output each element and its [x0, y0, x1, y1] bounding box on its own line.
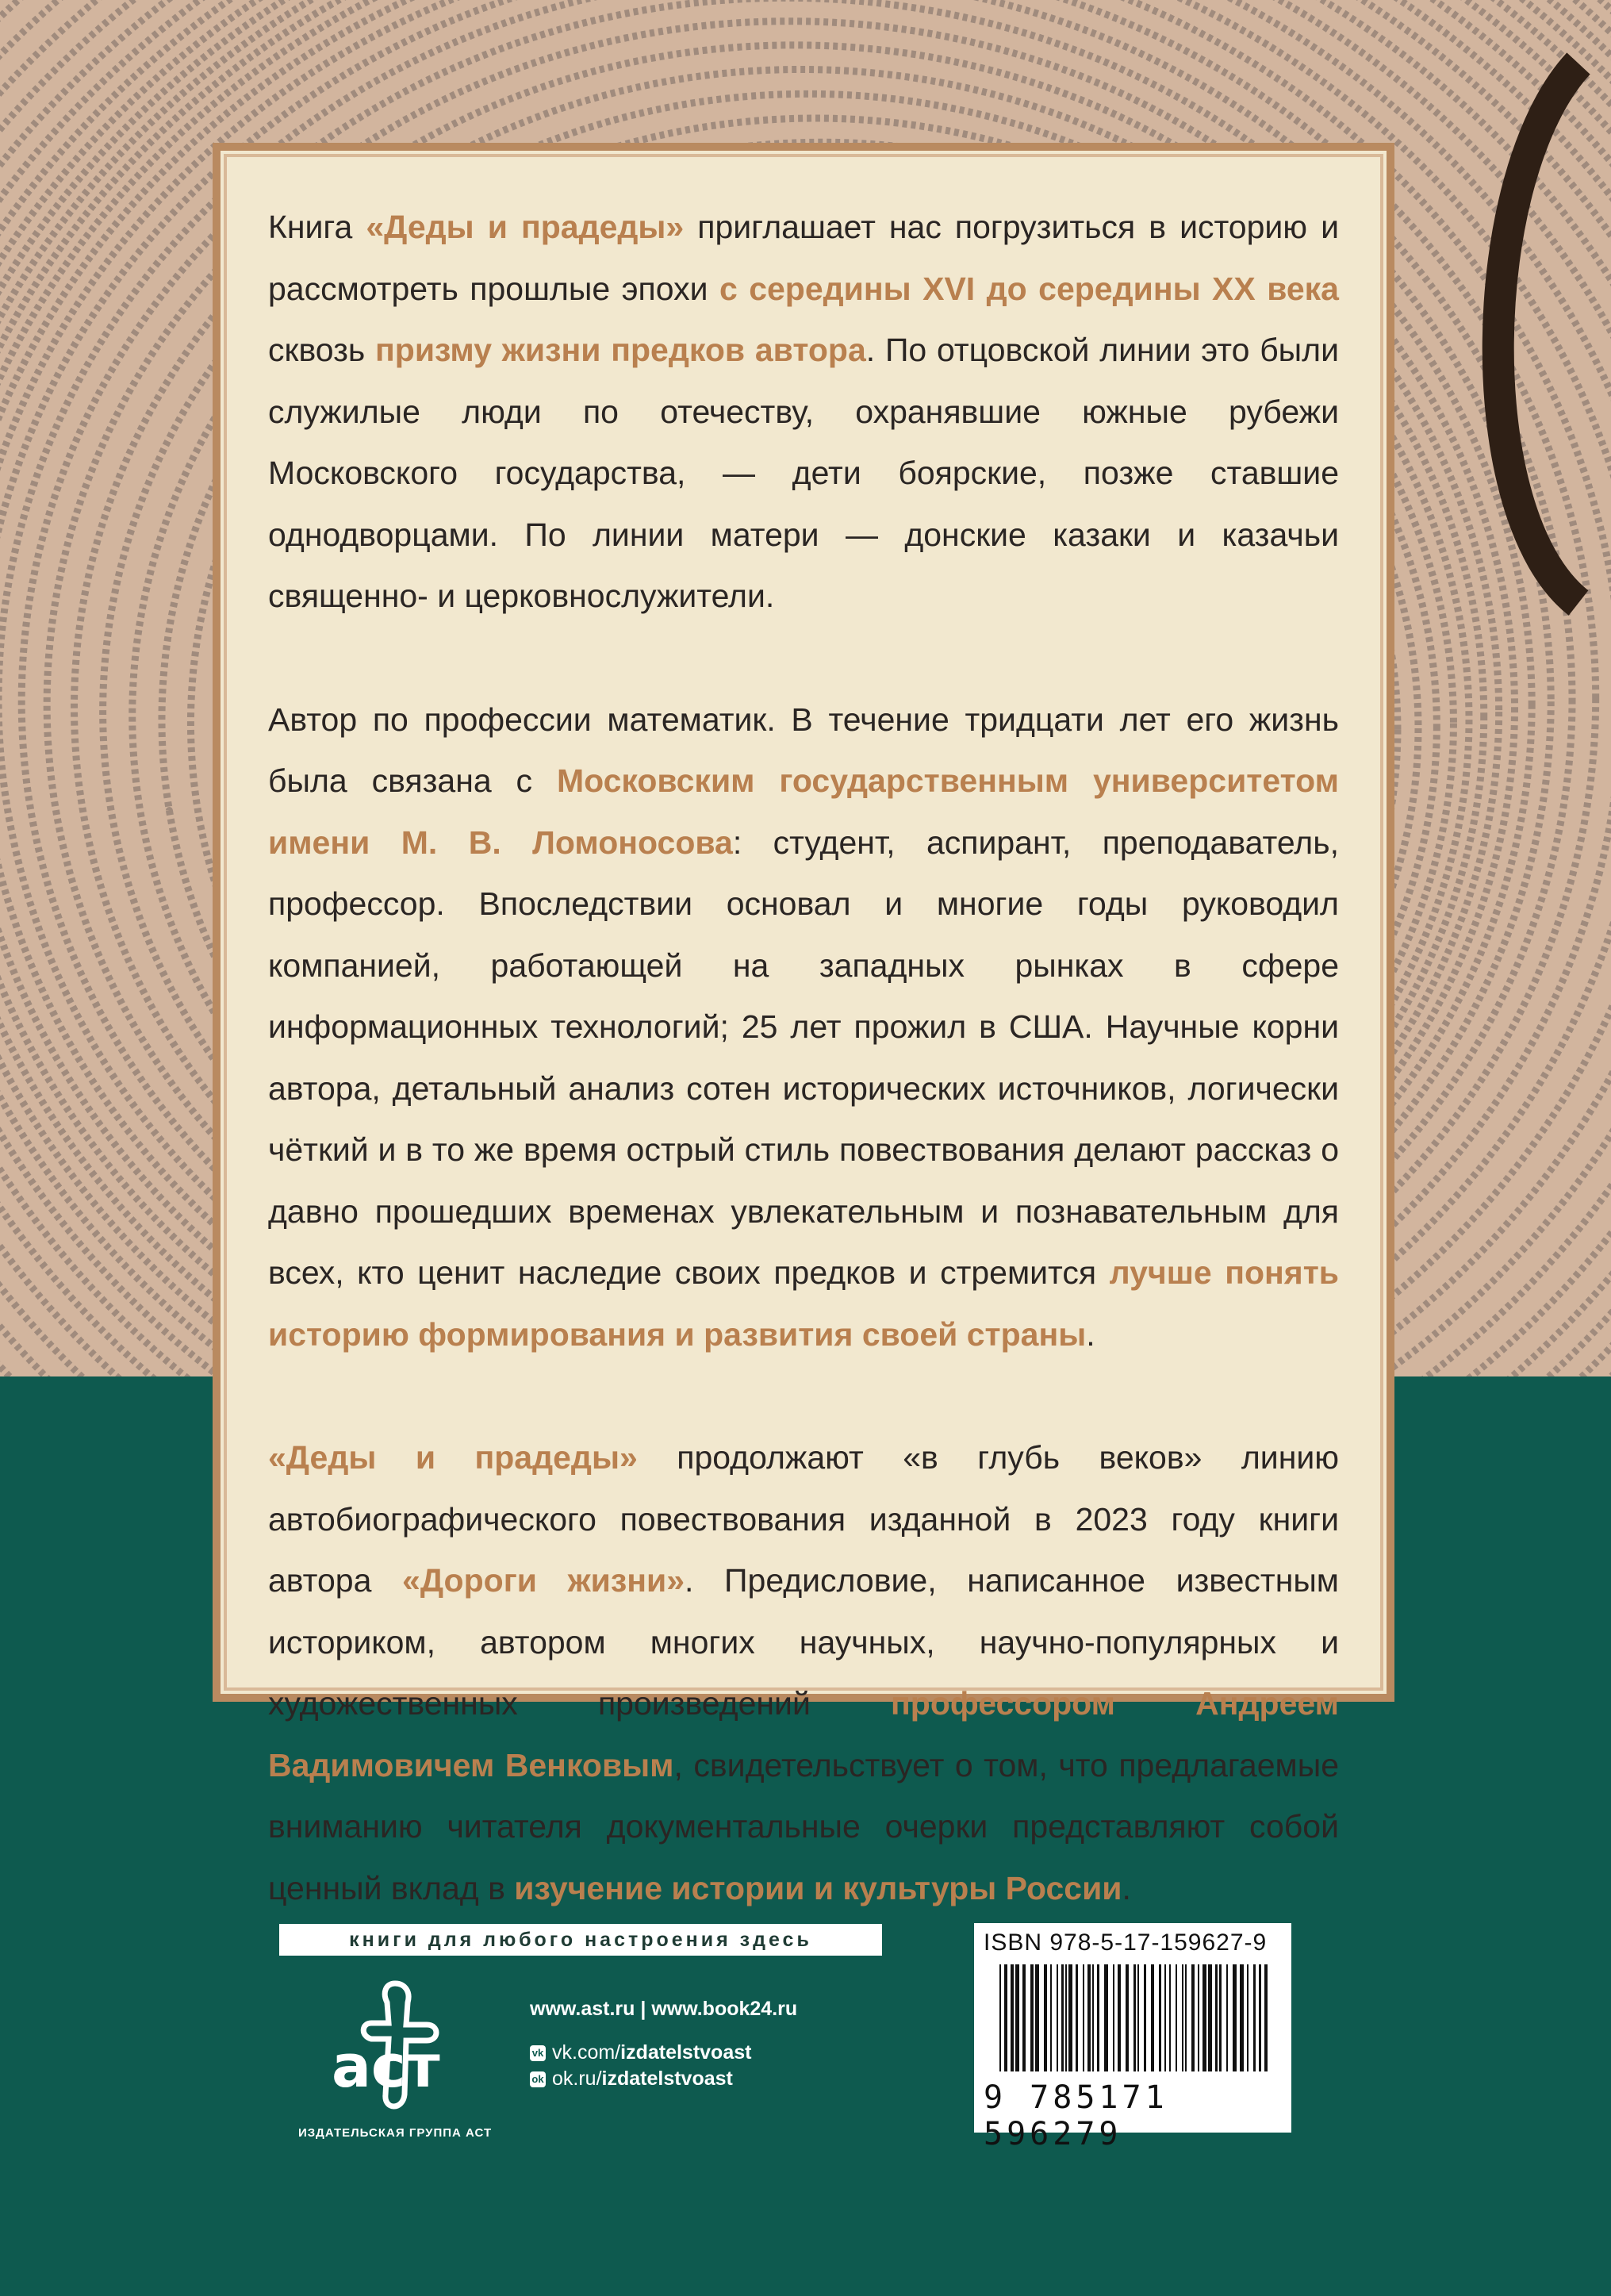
text-run: Автор по профессии математик. В течение тридцати лет его жизнь была связана с — [268, 701, 1339, 799]
vk-link[interactable] — [530, 2041, 797, 2064]
ok-icon: ok — [530, 2071, 546, 2087]
text-run: . — [1122, 1869, 1131, 1906]
text-run: : студент, аспирант, преподаватель, профессор. Впоследствии основал и многие годы руководил компанией, работающей на западных рынках в сфере информационных технологий; 25 лет прожил в США. Научные корни автора, детальный анализ сотен исторических источников, логически чёткий и в то же время острый стиль повествования делают рассказ о давно прошедших временах увлекательным и познавательным для всех, кто ценит наследие своих предков и стремится — [268, 824, 1339, 1291]
vk-handle: izdatelstvoast — [620, 2041, 752, 2064]
publisher-links — [530, 1998, 797, 2094]
ast-logo — [300, 1975, 490, 2134]
text-run: . По отцовской линии это были служилые люди по отечеству, охранявшие южные рубежи Московского государства, — дети боярские, позже ставшие однодворцами. По линии матери — донские казаки и казачьи священно- и церковнослужители. — [268, 332, 1339, 614]
ok-link[interactable] — [530, 2068, 797, 2091]
text-run: сквозь — [268, 332, 376, 368]
website-links[interactable]: www.ast.ru | www.book24.ru — [530, 1998, 798, 2020]
text-run: . — [1086, 1315, 1095, 1353]
highlighted-phrase: лучше понять историю формирования и развития своей страны — [268, 1254, 1339, 1353]
isbn-barcode-block — [974, 1923, 1291, 2152]
logo-caption: ИЗДАТЕЛЬСКАЯ ГРУППА АСТ — [298, 2126, 493, 2140]
highlighted-phrase: «Деды и прадеды» — [268, 1439, 638, 1476]
highlighted-phrase: изучение истории и культуры России — [514, 1869, 1122, 1906]
text-run: приглашает нас погрузиться в историю и рассмотреть прошлые эпохи — [268, 209, 1339, 307]
highlighted-phrase: с середины XVI до середины XX века — [719, 270, 1339, 307]
text-run: . Предисловие, написанное известным историком, автором многих научных, научно-популярных и художественных произведений — [268, 1562, 1339, 1722]
vk-prefix: vk.com/ — [552, 2041, 621, 2064]
highlighted-phrase: «Дороги жизни» — [402, 1562, 685, 1599]
barcode — [984, 1956, 1282, 2075]
highlighted-phrase: профессором Андреем Вадимовичем Венковым — [268, 1685, 1339, 1783]
ok-prefix: ok.ru/ — [552, 2068, 602, 2090]
vk-icon: vk — [530, 2045, 546, 2061]
text-run: , свидетельствует о том, что предлагаемые вниманию читателя документальные очерки представляют собой ценный вклад в — [268, 1746, 1339, 1906]
annotation-panel — [213, 143, 1394, 1906]
annotation-paragraph-1 — [268, 197, 1339, 628]
annotation-paragraph-3 — [268, 1427, 1339, 1919]
text-run: Книга — [268, 209, 366, 245]
text-run: продолжают «в глубь веков» линию автобиографического повествования изданной в 2023 году книги автора — [268, 1439, 1340, 1599]
highlighted-phrase: «Деды и прадеды» — [366, 209, 685, 245]
ok-handle: izdatelstvoast — [601, 2068, 733, 2090]
highlighted-phrase: Московским государственным университетом имени М. В. Ломоносова — [268, 762, 1339, 861]
svg-text:аст: аст — [332, 2033, 440, 2101]
barcode-digits: 9 785171 596279 — [984, 2079, 1168, 2152]
annotation-paragraph-2 — [268, 689, 1339, 1366]
highlighted-phrase: призму жизни предков автора — [375, 332, 866, 368]
isbn-label: ISBN 978-5-17-159627-9 — [984, 1929, 1268, 1956]
tagline-strip: книги для любого настроения здесь — [279, 1924, 882, 1956]
